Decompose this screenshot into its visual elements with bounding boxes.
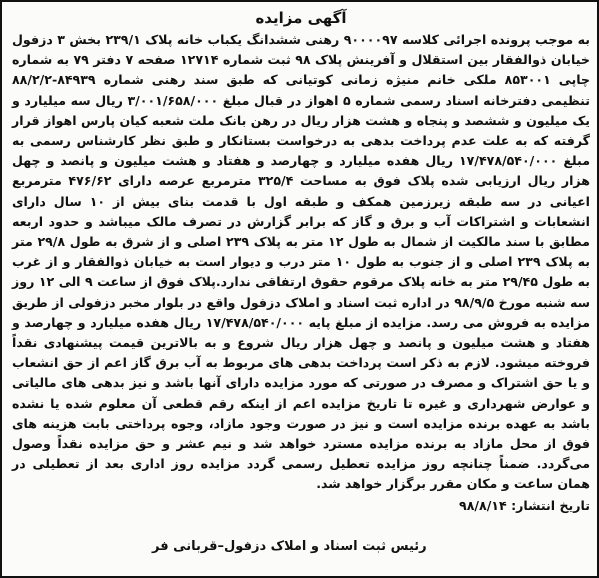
notice-title: آگهی مزایده — [255, 9, 347, 27]
notice-body: به موجب پرونده اجرائی کلاسه ۹۰۰۰۰۹۷ رهنی ششدانگ یکباب خانه پلاک ۲۳۹/۱ بخش ۳ دزفول خیابان ذوالفقار بین استقلال و آفرینش پلاک ۹۸ ثبت شماره ۱۲۷۱۴ صفحه ۷ دفتر ۷۹ به شماره چاپی ۸۵۳۰۰۱ ملکی خانم منیژه زمانی کوتیانی که طبق سند رهنی شماره ۸۴۹۳۹-۸۸/۲/۲ تنظیمی دفترخانه اسناد رسمی شماره ۵ اهواز در قبال مبلغ ۳/۰۰۱/۶۵۸/۰۰۰ ریال سه میلیارد و یک میلیون و ششصد و پنجاه و هشت هزار ریال در رهن بانک ملت شعبه کیان پارس اهواز قرار گرفته که به علت عدم پرداخت بدهی به درخواست بستانکار و طبق نظر کارشناس رسمی به مبلغ ۱۷/۴۷۸/۵۴۰/۰۰۰ ریال هفده میلیارد و چهارصد و هفتاد و هشت میلیون و پانصد و چهل هزار ریال ارزیابی شده پلاک فوق به مساحت ۳۲۵/۴ مترمربع عرصه دارای ۴۷۶/۶۲ مترمربع اعیانی در سه طبقه زیرزمین همکف و طبقه اول با قدمت بنای بیش از ۱۰ سال دارای انشعابات و اشتراکات آب و برق و گاز که برابر گزارش در تصرف مالک میباشد و حدود اربعه مطابق با سند مالکیت از شمال به طول ۱۲ متر به پلاک ۲۳۹ اصلی و از شرق به طول ۲۹/۸ متر به پلاک ۲۳۹ اصلی و از جنوب به طول ۱۰ متر درب و دیوار است به خیابان ذوالفقار و از غرب به طول ۲۹/۴۵ متر به خانه پلاک مرقوم حقوق ارتفاقی ندارد.پلاک فوق از ساعت ۹ الی ۱۲ روز سه شنبه مورخ ۹۸/۹/۵ در اداره ثبت اسناد و املاک دزفول واقع در بلوار مخبر دزفولی از طریق مزایده به فروش می رسد. مزایده از مبلغ پایه ۱۷/۴۷۸/۵۴۰/۰۰۰ ریال هفده میلیارد و چهارصد و هفتاد و هشت میلیون و پانصد و چهل هزار ریال شروع و به بالاترین قیمت پیشنهادی نقداً فروخته میشود. لازم به ذکر است پرداخت بدهی های مربوط به آب برق گاز اعم از حق انشعاب و یا حق اشتراک و مصرف در صورتی که مورد مزایده دارای آنها باشد و نیز بدهی های مالیاتی و عوارض شهرداری و غیره تا تاریخ مزایده اعم از اینکه رقم قطعی آن معلوم شده یا نشده باشد به عهده برنده مزایده است و نیز در صورت وجود مازاد، وجوه پرداختی بابت هزینه های فوق از محل مازاد به برنده مزایده مسترد خواهد شد و نیم عشر و حق مزایده نقداً وصول می‌گردد. ضمناً چنانچه روز مزایده تعطیل رسمی گردد مزایده روز اداری بعد از تعطیلی در همان ساعت و مکان مقرر برگزار خواهد شد. — [12, 32, 591, 492]
signature: رئیس ثبت اسناد و املاک دزفول–قربانی فر — [152, 539, 427, 554]
publication-date: تاریخ انتشار: ۹۸/۸/۱۴ — [459, 497, 590, 513]
auction-notice — [12, 8, 590, 516]
